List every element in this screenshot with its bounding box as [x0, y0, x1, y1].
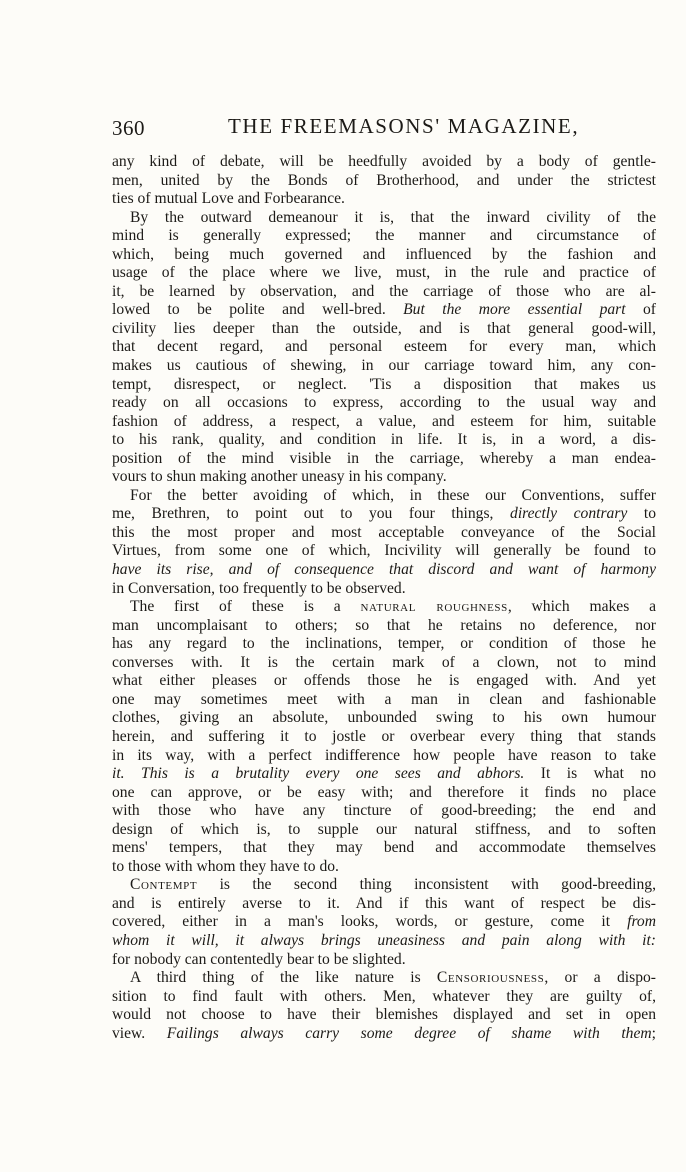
text-run: , or a dispo- [544, 969, 656, 987]
text-line [112, 932, 656, 951]
small-caps-text: natural roughness [360, 598, 508, 616]
text-line [112, 839, 656, 858]
text-run: me, Brethren, to point out to you four things, [112, 505, 511, 523]
text-line [112, 709, 656, 728]
text-run: mind is generally expressed; the manner and circumstance of [112, 227, 656, 245]
text-run: tempt, disrespect, or neglect. 'Tis a disposition that makes us [112, 375, 656, 393]
text-line [112, 376, 656, 395]
text-line [112, 320, 656, 339]
text-line [112, 190, 656, 209]
text-line [112, 394, 656, 413]
text-run: of [625, 301, 656, 319]
text-run: what either pleases or offends those he is engaged with. And yet [112, 672, 656, 690]
text-run: would not choose to have their blemishes displayed and set in open [112, 1006, 656, 1024]
text-run: for nobody can contentedly bear to be slighted. [112, 950, 406, 968]
text-line [112, 505, 656, 524]
text-run: makes us cautious of shewing, in our carriage toward him, any con- [112, 357, 656, 375]
text-line [112, 542, 656, 561]
text-run: For the better avoiding of which, in these our Conventions, suffer [130, 486, 656, 504]
italic-text: directly contrary [510, 505, 628, 523]
text-run: By the outward demeanour it is, that the inward civility of the [130, 208, 656, 226]
text-run: to those with whom they have to do. [112, 857, 339, 875]
text-line [112, 876, 656, 895]
text-run: herein, and suffering it to jostle or overbear every thing that stands [112, 727, 656, 745]
text-line [112, 450, 656, 469]
text-line [112, 264, 656, 283]
text-line [112, 913, 656, 932]
text-run: sition to find fault with others. Men, whatever they are guilty of, [112, 987, 656, 1005]
text-line [112, 821, 656, 840]
text-line [112, 468, 656, 487]
book-page [112, 0, 656, 1172]
text-run: position of the mind visible in the carriage, whereby a man endea- [112, 449, 656, 467]
text-run: The first of these is a [130, 598, 361, 616]
text-line [112, 765, 656, 784]
page-number: 360 [112, 116, 145, 140]
text-run: civility lies deeper than the outside, and is that general good-will, [112, 319, 656, 337]
text-line [112, 895, 656, 914]
text-line [112, 209, 656, 228]
text-run: one can approve, or be easy with; and therefore it finds no place [112, 783, 656, 801]
text-line [112, 357, 656, 376]
text-line [112, 747, 656, 766]
text-line [112, 654, 656, 673]
text-line [112, 283, 656, 302]
italic-text: have its rise, and of consequence that discord and want of harmony [112, 561, 656, 579]
text-line [112, 691, 656, 710]
italic-text: it. This is a brutality every one sees and abhors. [112, 765, 525, 783]
text-line [112, 561, 656, 580]
text-run: ties of mutual Love and Forbearance. [112, 190, 345, 208]
body-text [112, 153, 656, 1043]
text-run: A third thing of the like nature is [130, 969, 437, 987]
text-run: converses with. It is the certain mark of a clown, not to mind [112, 653, 656, 671]
text-line [112, 172, 656, 191]
text-line [112, 858, 656, 877]
italic-text: whom it will, it always brings uneasiness and pain along with it: [112, 931, 656, 949]
small-caps-text: Censoriousness [436, 969, 545, 987]
text-line [112, 246, 656, 265]
text-run: and is entirely averse to it. And if this want of respect be dis- [112, 894, 656, 912]
text-run: with those who have any tincture of good-breeding; the end and [112, 802, 656, 820]
text-line [112, 413, 656, 432]
text-run: mens' tempers, that they may bend and accommodate themselves [112, 839, 656, 857]
text-run: ; [651, 1024, 656, 1042]
text-run: clothes, giving an absolute, unbounded swing to his own humour [112, 709, 656, 727]
text-run: Virtues, from some one of which, Incivility will generally be found to [112, 542, 656, 560]
italic-text: from [627, 913, 656, 931]
text-line [112, 580, 656, 599]
text-line [112, 951, 656, 970]
text-line [112, 153, 656, 172]
text-run: men, united by the Bonds of Brotherhood, and under the strictest [112, 171, 656, 189]
text-line [112, 635, 656, 654]
text-run: this the most proper and most acceptable conveyance of the Social [112, 523, 656, 541]
text-run: it, be learned by observation, and the carriage of those who are al- [112, 282, 656, 300]
text-run: man uncomplaisant to others; so that he retains no deference, nor [112, 616, 656, 634]
italic-text: But the more essential part [403, 301, 626, 319]
text-run: covered, either in a man's looks, words, or gesture, come it [112, 913, 628, 931]
running-head [112, 114, 656, 144]
text-run: vours to shun making another uneasy in his company. [112, 468, 447, 486]
text-run: one may sometimes meet with a man in clean and fashionable [112, 690, 656, 708]
small-caps-text: Contempt [130, 876, 198, 894]
text-run: ready on all occasions to express, according to the usual way and [112, 394, 656, 412]
text-run: is the second thing inconsistent with good-breeding, [197, 876, 656, 894]
text-line [112, 1025, 656, 1044]
text-line [112, 784, 656, 803]
text-run: view. [112, 1024, 167, 1042]
text-line [112, 802, 656, 821]
text-run: design of which is, to supple our natural stiffness, and to soften [112, 820, 656, 838]
text-run: , which makes a [507, 598, 656, 616]
text-line [112, 338, 656, 357]
text-run: has any regard to the inclinations, temper, or condition of those he [112, 635, 656, 653]
text-line [112, 598, 656, 617]
text-run: lowed to be polite and well-bred. [112, 301, 404, 319]
text-line [112, 487, 656, 506]
text-line [112, 1006, 656, 1025]
text-run: to his rank, quality, and condition in life. It is, in a word, a dis- [112, 431, 656, 449]
text-run: in Conversation, too frequently to be observed. [112, 579, 406, 597]
text-run: to [627, 505, 656, 523]
text-line [112, 728, 656, 747]
text-run: It is what no [524, 765, 656, 783]
text-run: that decent regard, and personal esteem for every man, which [112, 338, 656, 356]
italic-text: Failings always carry some degree of shame with them [166, 1024, 652, 1042]
text-line [112, 617, 656, 636]
journal-title: THE FREEMASONS' MAGAZINE, [228, 114, 580, 138]
text-run: fashion of address, a respect, a value, and esteem for him, suitable [112, 412, 656, 430]
text-run: which, being much governed and influenced by the fashion and [112, 245, 656, 263]
text-line [112, 524, 656, 543]
text-run: any kind of debate, will be heedfully avoided by a body of gentle- [112, 153, 656, 170]
text-run: in its way, with a perfect indifference how people have reason to take [112, 746, 656, 764]
text-line [112, 988, 656, 1007]
text-line [112, 301, 656, 320]
text-line [112, 227, 656, 246]
text-line [112, 969, 656, 988]
text-line [112, 672, 656, 691]
text-line [112, 431, 656, 450]
text-run: usage of the place where we live, must, in the rule and practice of [112, 264, 656, 282]
